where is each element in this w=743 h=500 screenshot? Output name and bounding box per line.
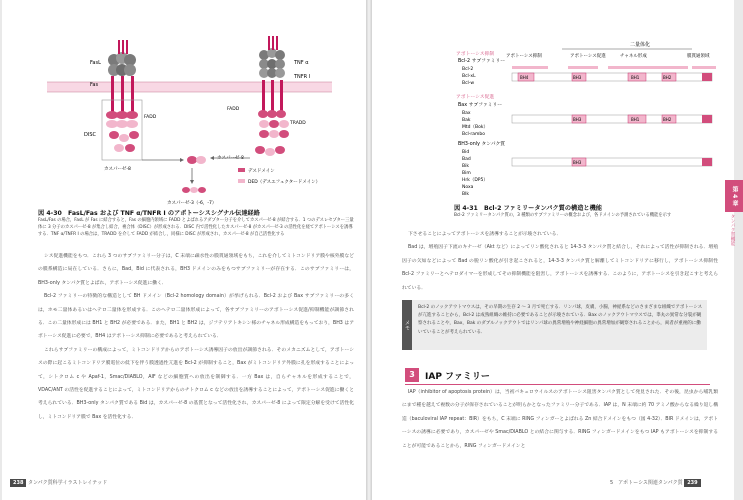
- right-body-text: [402, 228, 718, 295]
- group3-member: Blk: [462, 192, 469, 197]
- paragraph: 下させることによってアポトーシスを誘導することが示唆されている．: [408, 232, 562, 237]
- tnfr-receptor: [258, 80, 286, 118]
- bcl2-domain-bar: [512, 73, 712, 81]
- label-fas: Fas: [90, 82, 99, 88]
- group2-family: Bax サブファミリー: [458, 103, 503, 108]
- header-apoptosis-suppress: アポトーシス抑制: [506, 54, 542, 59]
- label-tnfr: TNFR Ⅰ: [294, 74, 311, 80]
- section-number: 3: [405, 368, 419, 382]
- group1-title: アポトーシス抑制: [456, 52, 495, 57]
- right-footer: [610, 479, 701, 487]
- domain-label: BH3: [573, 160, 582, 165]
- group3-family: BH3-only タンパク質: [458, 142, 506, 147]
- domain-label: BH2: [663, 117, 672, 122]
- group2-member: Bak: [462, 118, 471, 123]
- paragraph: Bad は，増殖因子下流のキナーゼ（Akt など）によってリン酸化されると 14-3-3 タンパク質と結合し，それによって活性が抑制される．増殖因子の欠如などによって Bad の脱リン酸化が引き起こされると，14-3-3 タンパク質と解離してミトコンドリアに移行し，アポトーシス抑制性 Bcl-2 ファミリーとヘテロダイマーを形成してその抑制機能を阻害し，アポトーシスを誘導する．このように，アポトーシスを引き起こすと考えられている．: [402, 245, 718, 291]
- group3-member: Hrk（DP5）: [462, 178, 488, 183]
- paragraph: IAP（inhibitor of apoptosis protein）は，当初バキュロウイルスのアポトーシス阻害タンパク質として発見された．その後，昆虫から哺乳類にまで種を越えて複数の分子が保存されていることが明らかとなったファミリー分子である．IAP は，N 末端に約 70 アミノ酸からなる繰り返し構造（baculoviral IAP repeat：BIR）をもち，C 末端に RING フィンガーとよばれる Zn 結合ドメインをもつ（図 4-32）．BIR ドメインは，アポトーシスの誘導に必要であり，カスパーゼや Smac/DIABLO との結合に関与する．RING フィンガードメインをもつ IAP もアポトーシスを抑制することが可能であることから，RING フィンガードメインと: [402, 390, 718, 449]
- figure-4-30-caption: FasL/Fas の場合，FasL が Fas に結合すると，Fas の細胞内領域に FADD とよばれるアダプター分子を介してカスパーゼ-8 が結合する．1 つのデスレセプター三量体に 3 分子のカスパーゼ-8 が集合し結合，複合体（DISC）が形成される．DISC 内で活性化したカスパーゼ-8 がカスパーゼ-3 の活性化を経てアポトーシスを誘導する．TNF α/TNFR Ⅰ の場合は，TRADD を介して FADD が結合し，同様に DISC が形成され，カスパーゼ-8 が自己活性化する: [38, 218, 354, 237]
- group3-member: Bad: [462, 157, 471, 162]
- group2-title: アポトーシス促進: [456, 95, 495, 100]
- domain-label: BH1: [631, 75, 640, 80]
- left-page: [2, 0, 366, 500]
- figure-4-31-caption: Bcl-2 ファミリータンパク質の，3 種類のサブファミリーの概念および，各ドメインの予測されている機能を示す: [454, 213, 672, 218]
- chapter-subtitle: タンパク質機能: [730, 214, 735, 246]
- figure-4-31-title: 図 4-31 Bcl-2 ファミリータンパク質の構造と機能: [454, 205, 602, 212]
- group3-member: Bik: [462, 164, 469, 169]
- caspase3: [182, 187, 206, 193]
- section-title: IAP ファミリー: [425, 372, 490, 382]
- group3-member: Bim: [462, 171, 471, 176]
- legend-ded: DED（デスエフェクタードメイン）: [248, 180, 321, 185]
- memo-label: メモ: [402, 300, 412, 350]
- header-dimer: 二量体化: [630, 42, 651, 48]
- running-title-left: タンパク質科学イラストレイテッド: [28, 480, 108, 486]
- bh3only-domain-bar: [512, 158, 712, 166]
- group3-member: Bid: [462, 150, 470, 155]
- chapter-tab[interactable]: 第 4 章: [725, 180, 743, 212]
- label-casp8-right: カスパーゼ-8: [217, 156, 244, 161]
- tnf-ligand: [259, 36, 285, 78]
- group1-member: Bcl-xL: [462, 74, 476, 79]
- paragraph: Bcl-2 ファミリーの特徴的な構造として BH ドメイン（Bcl-2 homology domain）が挙げられる．Bcl-2 および Bax サブファミリーの多くは，ホモ二量体あるいはヘテロ二量体を形成する．このヘテロ二量体形成によって，各サブファミリーのアポトーシス促進/抑制機能が調節される．この二量体形成には BH1 と BH2 が必要である．また，BH1 と BH2 は，ジフテリアトキシン様のチャネル形成構造をもっており，BH3 はアポトーシス促進に必要で，BH4 はアポトーシス抑制に必要であると考えられている．: [38, 294, 354, 340]
- group2-member: Bax: [462, 111, 471, 116]
- fasl-ligand: [108, 40, 136, 76]
- bax-domain-bar: [512, 115, 712, 123]
- figure-4-31-diagram: [372, 0, 734, 200]
- group2-member: Mtd（Bok）: [462, 125, 488, 130]
- label-casp8-left: カスパーゼ-8: [104, 167, 131, 172]
- domain-label: BH3: [573, 117, 582, 122]
- page-number-left: 238: [10, 479, 26, 487]
- label-disc: DISC: [84, 132, 96, 138]
- label-fasl: FasL: [90, 60, 101, 66]
- right-page: [372, 0, 734, 500]
- left-footer: [10, 479, 107, 487]
- label-casp3: カスパーゼ-3（-6，-7）: [167, 201, 217, 206]
- domain-label: BH1: [631, 117, 640, 122]
- page-number-right: 239: [684, 479, 700, 487]
- paragraph: これらサブファミリーの構成によって，ミトコンドリアからのアポトーシス誘導因子の放出が調節される．そのメカニズムとして，アポトーシスの際に起こるミトコンドリア膜電位の低下を伴う膜透過性亢進を Bcl-2 が抑制すること，Bax がミトコンドリア外膜に孔を形成することによって，シトクロム c や Apaf-1，Smac/DIABLO，AIF などの細胞質への放出を制御する．一方 Bax は，自らチャネルを形成することで，VDAC/ANT の活性を促進することによって，ミトコンドリアからのチトクロム c などの放出を誘導することによって，アポトーシス促進に働くと考えられている．BH3-only タンパク質である Bid は，カスパーゼ-8 の基質となって活性化され，カスパーゼ-8 によって限定分解を受けて活性化し，ミトコンドリア膜で Bax を活性化する．: [38, 347, 354, 420]
- caspase8-left: [109, 131, 139, 152]
- domain-label: BH4: [520, 75, 529, 80]
- figure-4-30-diagram: [2, 0, 366, 210]
- header-apoptosis-promote: アポトーシス促進: [570, 54, 606, 59]
- group1-member: Bcl-w: [462, 81, 475, 86]
- domain-label: BH2: [663, 75, 672, 80]
- figure-4-30-title: 図 4-30 FasL/Fas および TNF α/TNFR Ⅰ のアポトーシスシグナル伝達経路: [38, 210, 260, 217]
- memo-text: Bcl-2 のノックアウトマウスは，その早期の生存 2 ～ 3 月で死亡する．リンパ球，皮膚，小腸，神経系などのさまざまな組織でアポトーシスが亢進することから，Bcl-2 は成熟組織の維持に必要であることが示唆されている．Bax のノックアウトマウスでは，睾丸の異常な分裂が観察されることや，Bax，Bak のダブルノックアウトではリンパ球の異常増殖や神経細胞の異常増加が観察されることから，両者が重複的に働いていることが考えられている．: [418, 305, 703, 335]
- header-membrane: 膜貫通領域: [687, 54, 710, 59]
- label-tnfa: TNF α: [294, 60, 309, 66]
- group2-member: Bcl-rambo: [462, 132, 486, 137]
- left-body-text: [38, 250, 354, 424]
- active-caspase8: [187, 156, 206, 164]
- group3-member: Noxa: [462, 185, 474, 190]
- legend-death-domain: デスドメイン: [248, 169, 275, 174]
- caspase8-right: [255, 146, 285, 156]
- iap-section-text: [402, 386, 718, 453]
- fadd-right: [259, 120, 289, 138]
- header-channel: チャネル形成: [620, 54, 647, 59]
- running-title-right: 5 アポトーシス関連タンパク質: [610, 480, 683, 486]
- domain-label: BH3: [573, 75, 582, 80]
- figure-legend: [238, 167, 320, 185]
- group1-member: Bcl-2: [462, 67, 474, 72]
- label-fadd-right: FADD: [227, 107, 240, 112]
- paragraph: シス促進機能をもつ．これら 3 つのサブファミリー分子は，C 末端に疎水性の膜貫通領域をもち，これを介してミトコンドリア膜や核外膜などの膜系構造に局在している．さらに，Bad，Bid に代表される，BH3 ドメインのみをもつサブファミリーが存在する．このサブファミリーは，BH3-only タンパク質とよばれ，アポトーシス促進に働く．: [38, 254, 354, 286]
- label-fadd-left: FADD: [144, 115, 157, 120]
- label-tradd: TRADD: [290, 121, 306, 126]
- group1-family: Bcl-2 サブファミリー: [458, 59, 506, 64]
- section-underline: [405, 384, 710, 385]
